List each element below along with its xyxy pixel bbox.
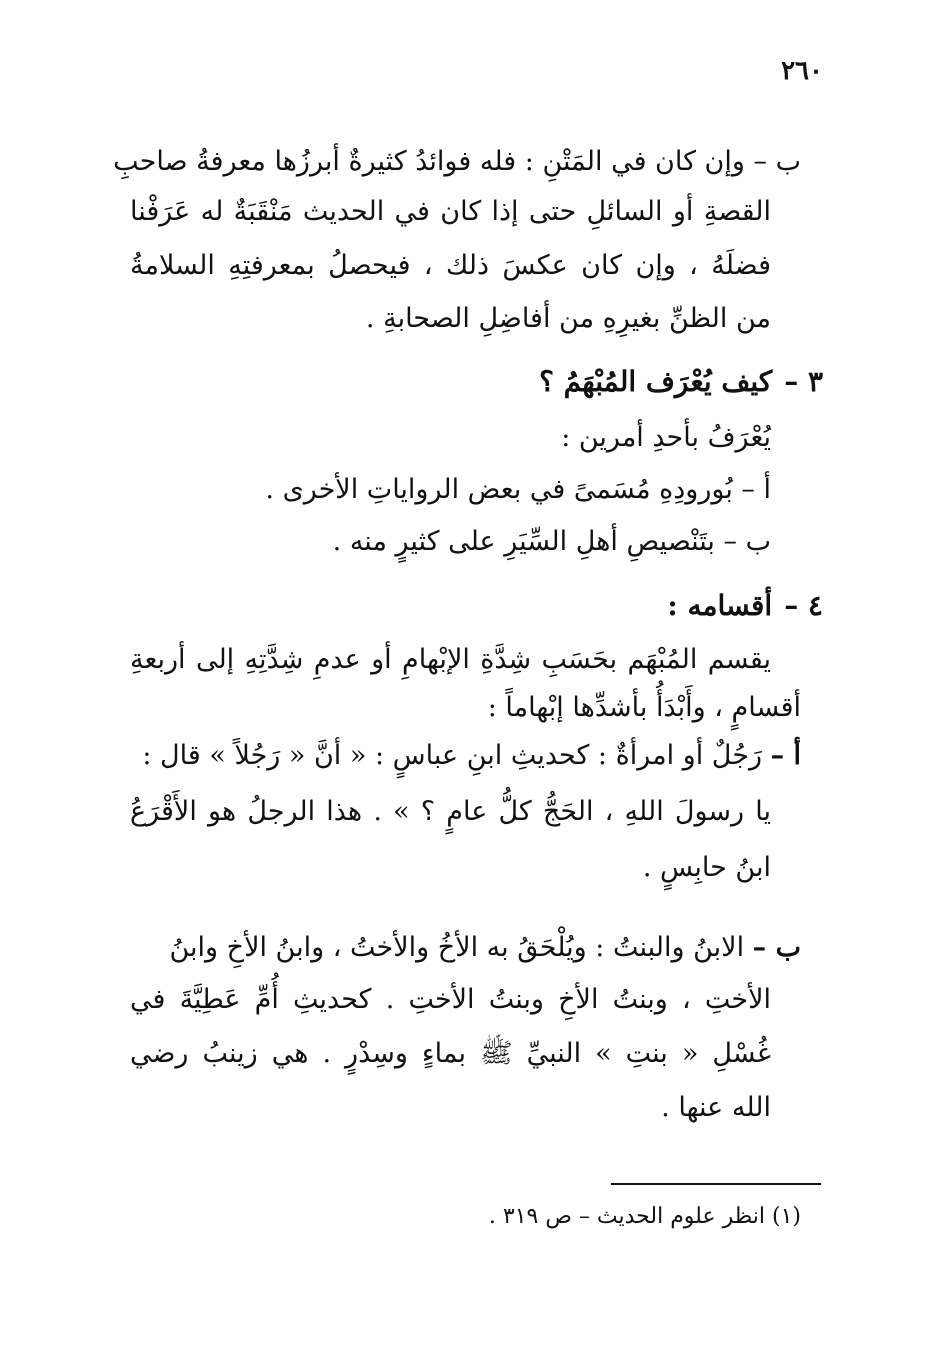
paragraph-line: فضلَهُ ، وإن كان عكسَ ذلك ، فيحصلُ بمعرفتِهِ السلامةُ (130, 250, 771, 281)
item-b-line (130, 928, 801, 968)
list-item: أ – بُورودِهِ مُسَمىً في بعض الرواياتِ الأخرى . (265, 474, 771, 505)
item-label: ب – (752, 932, 801, 963)
paragraph-line: يُعْرَفُ بأحدِ أمرين : (561, 422, 771, 453)
heading-number: ٤ – (784, 589, 823, 622)
footnote: (١) انظر علوم الحديث – ص ٣١٩ . (488, 1204, 801, 1229)
page-number: ٢٦٠ (781, 56, 823, 86)
paragraph-line: غُسْلِ « بنتِ » النبيِّ ﷺ بماءٍ وسِدْرٍ . هي زينبُ رضي (130, 1038, 771, 1069)
paragraph-line: يا رسولَ اللهِ ، الحَجُّ كلُّ عامٍ ؟ » . هذا الرجلُ هو الأَقْرَعُ (130, 796, 771, 827)
item-text: الابنُ والبنتُ : ويُلْحَقُ به الأخُ والأختُ ، وابنُ الأخِ وابنُ (169, 932, 745, 963)
paragraph-line: الأختِ ، وبنتُ الأخِ وبنتُ الأختِ . كحديثِ أُمِّ عَطِيَّةَ في (130, 984, 771, 1015)
section-heading-4 (667, 586, 823, 626)
section-heading-3 (539, 362, 823, 402)
item-label: أ – (770, 740, 801, 771)
paragraph-line: الله عنها . (661, 1092, 771, 1123)
heading-title: أقسامه : (667, 589, 773, 622)
paragraph-line: القصةِ أو السائلِ حتى إذا كان في الحديث مَنْقَبَةٌ له عَرَفْنا (130, 196, 771, 227)
heading-number: ٣ – (784, 365, 823, 398)
paragraph-line: من الظنِّ بغيرِهِ من أفاضِلِ الصحابةِ . (365, 303, 771, 334)
heading-title: كيف يُعْرَف المُبْهَمُ ؟ (539, 365, 773, 398)
paragraph-line: ابنُ حابِسٍ . (642, 852, 771, 883)
list-item: ب – بتَنْصيصِ أهلِ السِّيَرِ على كثيرٍ منه . (332, 526, 771, 557)
item-a-line (130, 736, 801, 776)
item-text: رَجُلٌ أو امرأةٌ : كحديثِ ابنِ عباسٍ : « أنَّ « رَجُلاً » قال : (142, 740, 762, 771)
footnote-divider (611, 1183, 821, 1185)
paragraph-line: أقسامٍ ، وأَبْدَأُ بأشدِّها إبْهاماً : (487, 692, 801, 723)
paragraph-line: يقسم المُبْهَم بحَسَبِ شِدَّةِ الإبْهامِ أو عدمِ شِدَّتِهِ إلى أربعةِ (130, 644, 771, 675)
paragraph-line: ب – وإن كان في المَتْنِ : فله فوائدُ كثيرةٌ أبرزُها معرفةُ صاحبِ (113, 146, 801, 177)
